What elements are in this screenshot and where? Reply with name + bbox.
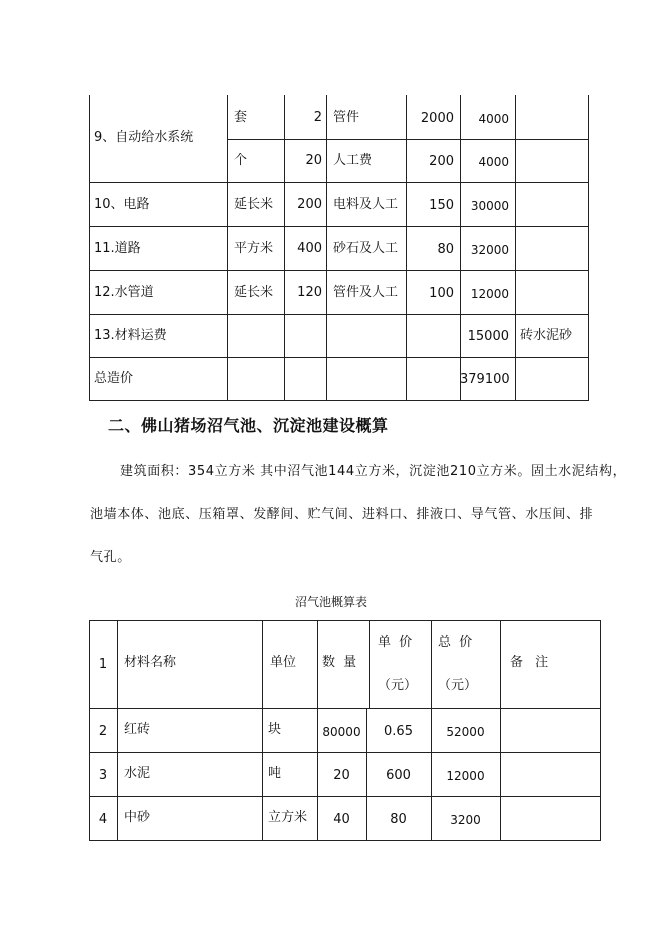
row-name: 中砂 [124, 810, 151, 825]
row-price: 600 [386, 768, 411, 783]
section-heading: 二、佛山猪场沼气池、沉淀池建设概算 [108, 416, 389, 435]
table-cell-qty: 400 [297, 241, 322, 256]
table-cell-price: 200 [429, 154, 454, 169]
table-cell-unit: 延长米 [234, 197, 274, 212]
table-cell-desc: 管件及人工 [333, 285, 399, 300]
table-cell-note: 砖水泥砂 [520, 328, 573, 343]
table-cell-item: 13.材料运费 [94, 328, 167, 343]
row-qty: 40 [333, 812, 350, 827]
header-qty: 数 量 [322, 655, 359, 670]
row-no: 4 [98, 812, 108, 827]
table-cell-item: 10、电路 [94, 197, 150, 212]
row-no: 3 [98, 768, 108, 783]
table-cell-desc: 人工费 [333, 153, 373, 168]
row-price: 0.65 [384, 724, 413, 739]
table-cell-price: 2000 [420, 111, 454, 126]
paragraph-line: 建筑面积：354立方米 其中沼气池144立方米，沉淀池210立方米。固土水泥结构， [120, 464, 627, 479]
header-note: 备 注 [510, 655, 553, 670]
row-name: 水泥 [124, 766, 151, 781]
row-total: 12000 [446, 769, 485, 783]
table-cell-qty: 2 [313, 110, 322, 125]
table-cell-item: 总造价 [94, 371, 134, 386]
table-cell-total: 32000 [470, 243, 509, 257]
table-cell-unit: 平方米 [234, 241, 274, 256]
row-unit: 立方米 [268, 810, 308, 825]
table-cell-total: 4000 [478, 155, 509, 169]
row-unit: 吨 [268, 766, 282, 781]
row-price: 80 [390, 812, 407, 827]
header-total: 总 价 [438, 635, 475, 650]
table-cell-total: 12000 [470, 287, 509, 301]
table-cell-price: 80 [437, 242, 454, 257]
header-unit: 单位 [270, 655, 297, 670]
row-qty: 20 [333, 768, 350, 783]
header-name: 材料名称 [124, 655, 177, 670]
table-cell-qty: 20 [305, 153, 322, 168]
table-cell-item: 12.水管道 [94, 285, 154, 300]
table-cell-price: 100 [429, 286, 454, 301]
header-price-unit: （元） [378, 678, 418, 693]
table-cell-total: 4000 [478, 112, 509, 126]
table-cell-unit: 个 [234, 153, 248, 168]
table-cell-price: 150 [429, 198, 454, 213]
table-cell-total: 379100 [460, 372, 510, 387]
paragraph-line: 气孔。 [90, 550, 131, 565]
table-caption: 沼气池概算表 [294, 595, 367, 609]
table-cell-item: 9、自动给水系统 [94, 130, 194, 145]
row-total: 3200 [450, 813, 481, 827]
header-no: 1 [98, 657, 108, 672]
table-cell-unit: 延长米 [234, 285, 274, 300]
row-name: 红砖 [124, 722, 151, 737]
paragraph-line: 池墙本体、池底、压箱罩、发酵间、贮气间、进料口、排液口、导气管、水压间、排 [90, 507, 594, 522]
table-cell-qty: 120 [297, 285, 322, 300]
header-total-unit: （元） [438, 678, 478, 693]
row-unit: 块 [268, 722, 282, 737]
header-price: 单 价 [378, 635, 415, 650]
table-cell-desc: 砂石及人工 [333, 241, 399, 256]
table-cell-desc: 管件 [333, 110, 360, 125]
row-no: 2 [98, 724, 108, 739]
table-cell-item: 11.道路 [94, 241, 141, 256]
row-total: 52000 [446, 725, 485, 739]
table-cell-total: 30000 [470, 199, 509, 213]
table-cell-qty: 200 [297, 197, 322, 212]
table-cell-desc: 电料及人工 [333, 197, 399, 212]
table-cell-unit: 套 [234, 110, 248, 125]
table-cell-total: 15000 [467, 329, 509, 344]
row-qty: 80000 [322, 725, 361, 739]
